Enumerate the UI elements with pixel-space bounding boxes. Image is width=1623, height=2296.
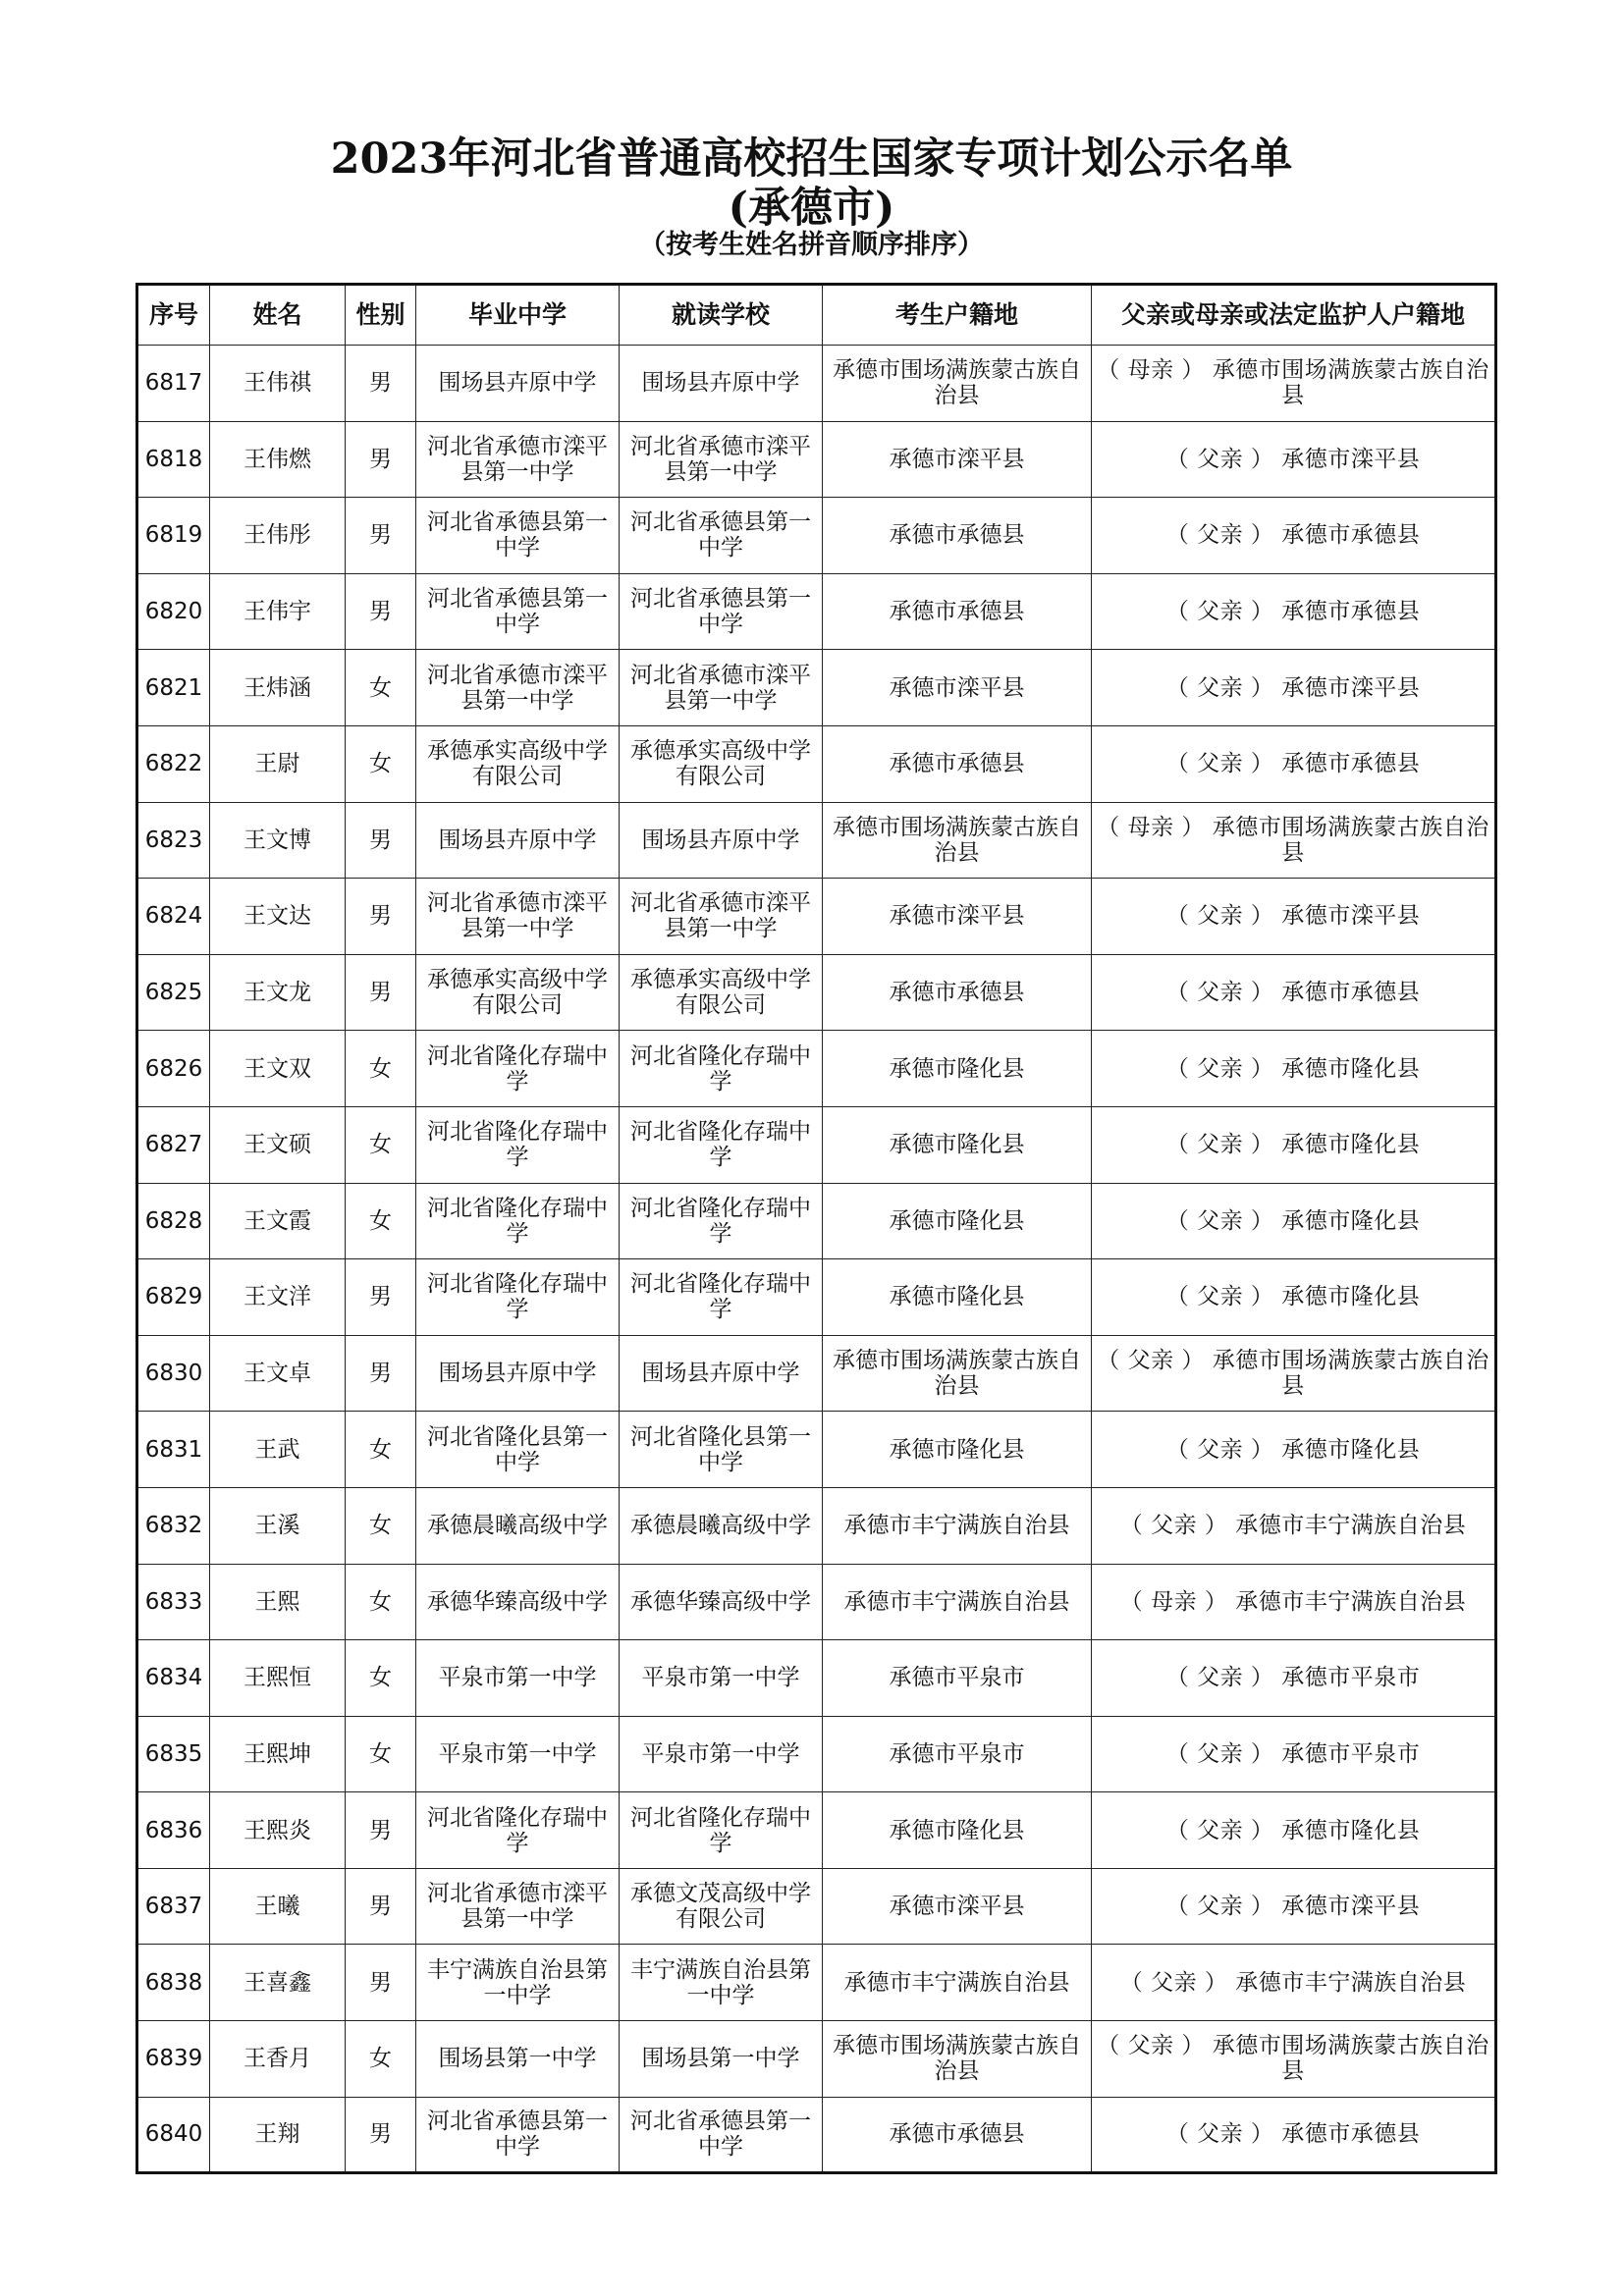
cell-gender: 女 xyxy=(346,2021,416,2098)
table-row xyxy=(137,1412,1496,1488)
cell-name: 王伟燃 xyxy=(210,421,346,498)
table-row xyxy=(137,1564,1496,1640)
cell-guardian: （ 父亲 ） 承德市承德县 xyxy=(1092,725,1496,802)
col-header-gender: 性别 xyxy=(346,285,416,346)
cell-name: 王文龙 xyxy=(210,954,346,1031)
cell-gender: 女 xyxy=(346,1564,416,1640)
cell-gender: 女 xyxy=(346,1716,416,1792)
cell-no: 6821 xyxy=(137,650,210,726)
cell-name: 王喜鑫 xyxy=(210,1945,346,2021)
table-row xyxy=(137,1487,1496,1564)
cell-name: 王伟彤 xyxy=(210,498,346,574)
cell-school: 河北省隆化存瑞中学 xyxy=(620,1259,823,1336)
cell-guardian: （ 父亲 ） 承德市滦平县 xyxy=(1092,879,1496,955)
cell-guardian: （ 母亲 ） 承德市围场满族蒙古族自治县 xyxy=(1092,346,1496,422)
cell-gender: 男 xyxy=(346,1868,416,1945)
cell-name: 王文博 xyxy=(210,802,346,879)
cell-school: 围场县第一中学 xyxy=(620,2021,823,2098)
table-row xyxy=(137,725,1496,802)
cell-gender: 女 xyxy=(346,1487,416,1564)
cell-hukou: 承德市承德县 xyxy=(823,498,1092,574)
cell-school: 河北省隆化存瑞中学 xyxy=(620,1792,823,1869)
cell-hukou: 承德市承德县 xyxy=(823,2097,1092,2173)
page-subtitle: (承德市) xyxy=(728,184,895,233)
cell-grad-school: 河北省隆化县第一中学 xyxy=(416,1412,620,1488)
cell-school: 丰宁满族自治县第一中学 xyxy=(620,1945,823,2021)
cell-school: 河北省承德市滦平县第一中学 xyxy=(620,421,823,498)
cell-hukou: 承德市承德县 xyxy=(823,725,1092,802)
page-title: 2023年河北省普通高校招生国家专项计划公示名单 xyxy=(330,134,1293,184)
cell-school: 围场县卉原中学 xyxy=(620,1335,823,1412)
cell-no: 6827 xyxy=(137,1106,210,1183)
table-row xyxy=(137,1792,1496,1869)
cell-hukou: 承德市围场满族蒙古族自治县 xyxy=(823,1335,1092,1412)
cell-gender: 女 xyxy=(346,1183,416,1259)
cell-name: 王熙恒 xyxy=(210,1640,346,1717)
cell-guardian: （ 父亲 ） 承德市滦平县 xyxy=(1092,650,1496,726)
cell-school: 河北省承德县第一中学 xyxy=(620,498,823,574)
cell-name: 王文霞 xyxy=(210,1183,346,1259)
table-row xyxy=(137,2021,1496,2098)
cell-hukou: 承德市围场满族蒙古族自治县 xyxy=(823,2021,1092,2098)
cell-no: 6825 xyxy=(137,954,210,1031)
cell-name: 王文双 xyxy=(210,1031,346,1107)
table-row xyxy=(137,1335,1496,1412)
table-row xyxy=(137,1183,1496,1259)
cell-hukou: 承德市隆化县 xyxy=(823,1792,1092,1869)
cell-school: 承德承实高级中学有限公司 xyxy=(620,725,823,802)
cell-grad-school: 河北省承德市滦平县第一中学 xyxy=(416,421,620,498)
table-row xyxy=(137,1945,1496,2021)
cell-name: 王文硕 xyxy=(210,1106,346,1183)
cell-no: 6824 xyxy=(137,879,210,955)
cell-name: 王伟祺 xyxy=(210,346,346,422)
table-row xyxy=(137,346,1496,422)
cell-guardian: （ 父亲 ） 承德市承德县 xyxy=(1092,573,1496,650)
cell-gender: 男 xyxy=(346,802,416,879)
col-header-hukou: 考生户籍地 xyxy=(823,285,1092,346)
cell-no: 6834 xyxy=(137,1640,210,1717)
cell-no: 6828 xyxy=(137,1183,210,1259)
cell-grad-school: 河北省隆化存瑞中学 xyxy=(416,1106,620,1183)
cell-hukou: 承德市平泉市 xyxy=(823,1716,1092,1792)
cell-gender: 女 xyxy=(346,650,416,726)
cell-school: 河北省隆化存瑞中学 xyxy=(620,1031,823,1107)
cell-hukou: 承德市滦平县 xyxy=(823,421,1092,498)
cell-guardian: （ 父亲 ） 承德市滦平县 xyxy=(1092,1868,1496,1945)
cell-no: 6837 xyxy=(137,1868,210,1945)
cell-name: 王溪 xyxy=(210,1487,346,1564)
cell-grad-school: 河北省承德市滦平县第一中学 xyxy=(416,650,620,726)
cell-name: 王翔 xyxy=(210,2097,346,2173)
cell-no: 6818 xyxy=(137,421,210,498)
cell-name: 王文洋 xyxy=(210,1259,346,1336)
cell-no: 6822 xyxy=(137,725,210,802)
cell-no: 6839 xyxy=(137,2021,210,2098)
cell-guardian: （ 父亲 ） 承德市平泉市 xyxy=(1092,1716,1496,1792)
cell-school: 河北省承德市滦平县第一中学 xyxy=(620,650,823,726)
cell-guardian: （ 父亲 ） 承德市平泉市 xyxy=(1092,1640,1496,1717)
cell-school: 承德承实高级中学有限公司 xyxy=(620,954,823,1031)
cell-name: 王尉 xyxy=(210,725,346,802)
cell-gender: 男 xyxy=(346,2097,416,2173)
table-row xyxy=(137,954,1496,1031)
cell-hukou: 承德市围场满族蒙古族自治县 xyxy=(823,802,1092,879)
cell-grad-school: 河北省承德县第一中学 xyxy=(416,2097,620,2173)
cell-guardian: （ 父亲 ） 承德市隆化县 xyxy=(1092,1412,1496,1488)
table-row xyxy=(137,879,1496,955)
cell-grad-school: 丰宁满族自治县第一中学 xyxy=(416,1945,620,2021)
cell-gender: 女 xyxy=(346,1031,416,1107)
cell-guardian: （ 父亲 ） 承德市隆化县 xyxy=(1092,1259,1496,1336)
cell-no: 6831 xyxy=(137,1412,210,1488)
cell-guardian: （ 父亲 ） 承德市承德县 xyxy=(1092,498,1496,574)
cell-hukou: 承德市丰宁满族自治县 xyxy=(823,1564,1092,1640)
cell-gender: 男 xyxy=(346,421,416,498)
table-row xyxy=(137,650,1496,726)
cell-school: 河北省隆化存瑞中学 xyxy=(620,1183,823,1259)
cell-grad-school: 河北省隆化存瑞中学 xyxy=(416,1792,620,1869)
cell-no: 6836 xyxy=(137,1792,210,1869)
cell-hukou: 承德市隆化县 xyxy=(823,1031,1092,1107)
cell-school: 河北省隆化县第一中学 xyxy=(620,1412,823,1488)
table-row xyxy=(137,498,1496,574)
cell-guardian: （ 父亲 ） 承德市围场满族蒙古族自治县 xyxy=(1092,2021,1496,2098)
cell-school: 承德华臻高级中学 xyxy=(620,1564,823,1640)
cell-grad-school: 河北省隆化存瑞中学 xyxy=(416,1183,620,1259)
cell-grad-school: 河北省隆化存瑞中学 xyxy=(416,1259,620,1336)
col-header-school: 就读学校 xyxy=(620,285,823,346)
cell-gender: 男 xyxy=(346,1259,416,1336)
cell-guardian: （ 父亲 ） 承德市承德县 xyxy=(1092,2097,1496,2173)
cell-guardian: （ 母亲 ） 承德市丰宁满族自治县 xyxy=(1092,1564,1496,1640)
cell-name: 王熙 xyxy=(210,1564,346,1640)
cell-school: 承德文茂高级中学有限公司 xyxy=(620,1868,823,1945)
cell-guardian: （ 父亲 ） 承德市隆化县 xyxy=(1092,1106,1496,1183)
table-header-row xyxy=(137,285,1496,346)
cell-hukou: 承德市丰宁满族自治县 xyxy=(823,1487,1092,1564)
cell-guardian: （ 父亲 ） 承德市隆化县 xyxy=(1092,1183,1496,1259)
cell-gender: 男 xyxy=(346,954,416,1031)
cell-no: 6817 xyxy=(137,346,210,422)
table-row xyxy=(137,1640,1496,1717)
cell-grad-school: 河北省承德市滦平县第一中学 xyxy=(416,879,620,955)
cell-grad-school: 围场县卉原中学 xyxy=(416,346,620,422)
cell-gender: 男 xyxy=(346,346,416,422)
cell-school: 围场县卉原中学 xyxy=(620,346,823,422)
cell-school: 围场县卉原中学 xyxy=(620,802,823,879)
cell-hukou: 承德市平泉市 xyxy=(823,1640,1092,1717)
cell-guardian: （ 父亲 ） 承德市承德县 xyxy=(1092,954,1496,1031)
cell-grad-school: 围场县卉原中学 xyxy=(416,802,620,879)
cell-grad-school: 承德承实高级中学有限公司 xyxy=(416,725,620,802)
cell-grad-school: 承德承实高级中学有限公司 xyxy=(416,954,620,1031)
cell-no: 6832 xyxy=(137,1487,210,1564)
cell-name: 王香月 xyxy=(210,2021,346,2098)
cell-grad-school: 河北省承德县第一中学 xyxy=(416,573,620,650)
cell-no: 6819 xyxy=(137,498,210,574)
roster-table xyxy=(135,283,1497,2174)
cell-guardian: （ 母亲 ） 承德市围场满族蒙古族自治县 xyxy=(1092,802,1496,879)
cell-school: 河北省承德县第一中学 xyxy=(620,573,823,650)
cell-grad-school: 平泉市第一中学 xyxy=(416,1640,620,1717)
cell-gender: 男 xyxy=(346,1945,416,2021)
cell-no: 6826 xyxy=(137,1031,210,1107)
cell-guardian: （ 父亲 ） 承德市隆化县 xyxy=(1092,1031,1496,1107)
cell-hukou: 承德市滦平县 xyxy=(823,650,1092,726)
cell-gender: 男 xyxy=(346,1792,416,1869)
cell-gender: 女 xyxy=(346,1640,416,1717)
cell-school: 河北省承德市滦平县第一中学 xyxy=(620,879,823,955)
cell-no: 6820 xyxy=(137,573,210,650)
cell-no: 6835 xyxy=(137,1716,210,1792)
sort-note: （按考生姓名拼音顺序排序） xyxy=(639,230,984,260)
cell-school: 河北省承德县第一中学 xyxy=(620,2097,823,2173)
table-row xyxy=(137,802,1496,879)
cell-gender: 女 xyxy=(346,1106,416,1183)
col-header-guardian: 父亲或母亲或法定监护人户籍地 xyxy=(1092,285,1496,346)
cell-name: 王熙炎 xyxy=(210,1792,346,1869)
cell-no: 6838 xyxy=(137,1945,210,2021)
cell-name: 王文卓 xyxy=(210,1335,346,1412)
cell-name: 王伟宇 xyxy=(210,573,346,650)
col-header-name: 姓名 xyxy=(210,285,346,346)
cell-guardian: （ 父亲 ） 承德市丰宁满族自治县 xyxy=(1092,1487,1496,1564)
cell-name: 王文达 xyxy=(210,879,346,955)
table-row xyxy=(137,1106,1496,1183)
cell-hukou: 承德市隆化县 xyxy=(823,1259,1092,1336)
table-row xyxy=(137,1259,1496,1336)
table-row xyxy=(137,1716,1496,1792)
cell-no: 6840 xyxy=(137,2097,210,2173)
cell-grad-school: 河北省承德县第一中学 xyxy=(416,498,620,574)
col-header-grad-school: 毕业中学 xyxy=(416,285,620,346)
cell-gender: 男 xyxy=(346,498,416,574)
table-row xyxy=(137,1031,1496,1107)
cell-guardian: （ 父亲 ） 承德市隆化县 xyxy=(1092,1792,1496,1869)
table-row xyxy=(137,573,1496,650)
cell-gender: 男 xyxy=(346,573,416,650)
table-row xyxy=(137,2097,1496,2173)
cell-name: 王熙坤 xyxy=(210,1716,346,1792)
cell-guardian: （ 父亲 ） 承德市滦平县 xyxy=(1092,421,1496,498)
cell-name: 王炜涵 xyxy=(210,650,346,726)
cell-school: 平泉市第一中学 xyxy=(620,1716,823,1792)
cell-school: 承德晨曦高级中学 xyxy=(620,1487,823,1564)
cell-grad-school: 河北省承德市滦平县第一中学 xyxy=(416,1868,620,1945)
cell-no: 6830 xyxy=(137,1335,210,1412)
cell-gender: 女 xyxy=(346,725,416,802)
cell-gender: 女 xyxy=(346,1412,416,1488)
cell-hukou: 承德市丰宁满族自治县 xyxy=(823,1945,1092,2021)
cell-school: 河北省隆化存瑞中学 xyxy=(620,1106,823,1183)
cell-grad-school: 平泉市第一中学 xyxy=(416,1716,620,1792)
cell-name: 王曦 xyxy=(210,1868,346,1945)
col-header-no: 序号 xyxy=(137,285,210,346)
cell-grad-school: 河北省隆化存瑞中学 xyxy=(416,1031,620,1107)
cell-grad-school: 承德华臻高级中学 xyxy=(416,1564,620,1640)
cell-hukou: 承德市承德县 xyxy=(823,954,1092,1031)
cell-hukou: 承德市隆化县 xyxy=(823,1183,1092,1259)
cell-gender: 男 xyxy=(346,879,416,955)
table-row xyxy=(137,1868,1496,1945)
cell-guardian: （ 父亲 ） 承德市丰宁满族自治县 xyxy=(1092,1945,1496,2021)
cell-hukou: 承德市隆化县 xyxy=(823,1106,1092,1183)
cell-hukou: 承德市承德县 xyxy=(823,573,1092,650)
cell-grad-school: 承德晨曦高级中学 xyxy=(416,1487,620,1564)
cell-school: 平泉市第一中学 xyxy=(620,1640,823,1717)
cell-grad-school: 围场县卉原中学 xyxy=(416,1335,620,1412)
cell-no: 6823 xyxy=(137,802,210,879)
cell-hukou: 承德市隆化县 xyxy=(823,1412,1092,1488)
cell-name: 王武 xyxy=(210,1412,346,1488)
cell-hukou: 承德市围场满族蒙古族自治县 xyxy=(823,346,1092,422)
cell-hukou: 承德市滦平县 xyxy=(823,879,1092,955)
cell-no: 6829 xyxy=(137,1259,210,1336)
table-row xyxy=(137,421,1496,498)
cell-hukou: 承德市滦平县 xyxy=(823,1868,1092,1945)
cell-no: 6833 xyxy=(137,1564,210,1640)
cell-gender: 男 xyxy=(346,1335,416,1412)
cell-grad-school: 围场县第一中学 xyxy=(416,2021,620,2098)
cell-guardian: （ 父亲 ） 承德市围场满族蒙古族自治县 xyxy=(1092,1335,1496,1412)
